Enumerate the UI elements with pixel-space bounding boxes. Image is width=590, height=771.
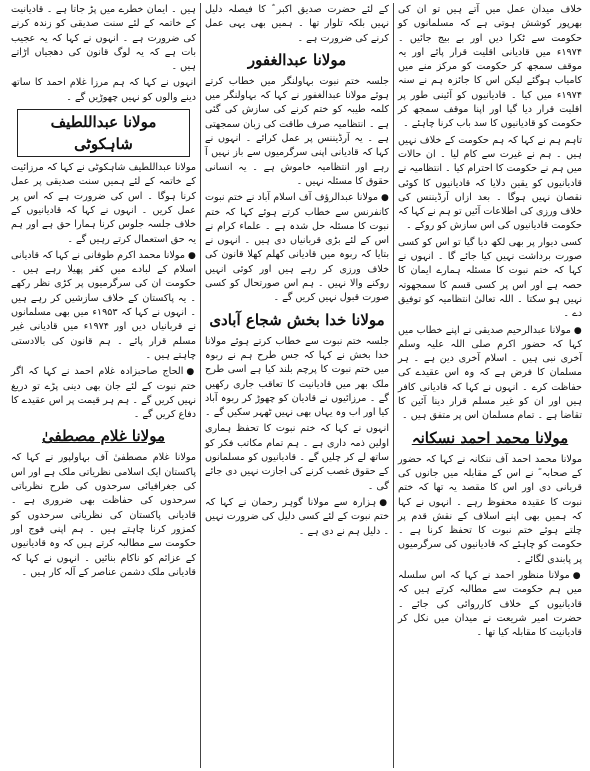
article-paragraph: مولانا غلام مصطفیٰ آف بہاولپور نے کہا کہ پاکستان ایک اسلامی نظریاتی ملک ہے اور اس کی جغرافیائی سرحدوں کی طرح نظریاتی سرحدوں کی حفاظت بھی ضروری ہے ۔ قادیانی پاکستان کی نظریاتی سرحدوں کو کمزور کرنا چاہتے ہیں ۔ ہم اپنی فوج اور حکومت سے مطالبہ کرتے ہیں کہ وہ قادیانیوں کے عزائم کو ناکام بنائیں ۔ انہوں نے کہا کہ قادیانی ملک دشمن عناصر کے آلہ کار ہیں ۔ [11, 452, 196, 578]
article-paragraph: ● مولانا عبدالرحیم صدیقی نے اپنے خطاب میں کہا کہ حضور اکرم صلی اللہ علیہ وسلم آخری نبی ہیں ۔ اسلام آخری دین ہے ۔ ہر مسلمان کا فرض ہے کہ وہ اس عقیدے کی حفاظت کرے ۔ انہوں نے کہا کہ قادیانی کافر ہیں اور ان کو غیر مسلم قرار دینا آئین کا تقاضا ہے ۔ تمام مسلمان اس پر متفق ہیں ۔ [398, 324, 582, 424]
article-paragraph: تاہم ہم نے کہا کہ ہم حکومت کے خلاف نہیں ہیں ۔ ہم نے غیرت سے کام لیا ۔ ان حالات میں ہم نے حکومت کا احترام کیا ۔ انتظامیہ نے قادیانیوں کو یقین دلایا کہ قادیانیوں کا کوئی نقصان نہیں ہوگا ۔ بعد ازاں آرڈیننس کی خلاف ورزی کی اطلاعات آئیں تو ہم نے کہا کہ حکومت قادیانیوں کی اس سازش کو روکے ۔ [398, 134, 582, 232]
article-paragraph: مولانا محمد احمد آف ننکانہ نے کہا کہ حضور کے صحابہ ؓ نے اس کے مقابلہ میں جانوں کی قربانی دی اور اس کا مقصد یہ تھا کہ ختم نبوت کا عقیدہ محفوظ رہے ۔ انہوں نے کہا کہ ہمیں بھی اپنے اسلاف کے نقش قدم پر چلتے ہوئے ختم نبوت کا تحفظ کرنا ہے ۔ حکومت کو چاہئے کہ قادیانیوں کی سرگرمیوں پر پابندی لگائے ۔ [398, 453, 582, 565]
article-paragraph: مولانا عبداللطیف شاہکوٹی نے کہا کہ مرزائیت کے خاتمہ کے لئے ہمیں سنت صدیقی پر عمل کرنا ہوگا ۔ اس کی ضرورت ہے کہ اس پر عمل کریں ۔ انہوں نے کہا کہ قادیانیوں کے خلاف جلسہ جلوس کرنا ہمارا حق ہے اور ہم یہ حق استعمال کرتے رہیں گے ۔ [11, 162, 196, 245]
article-paragraph: ہیں ۔ ایمان خطرے میں پڑ جاتا ہے ۔ قادیانیت کے خاتمہ کے لئے سنت صدیقی کو زندہ کرنے کی ضرورت ہے ۔ انہوں نے کہا کہ یہ عجیب بات ہے کہ یہ لوگ قانون کی دھجیاں اڑاتے ہیں ۔ [11, 4, 196, 73]
column-right [393, 3, 586, 768]
article-paragraph: انہوں نے کہا کہ ہم مرزا غلام احمد کا ساتھ دینے والوں کو نہیں چھوڑیں گے ۔ [11, 77, 196, 103]
column-middle [200, 3, 393, 768]
article-paragraph: جلسہ ختم نبوت سے خطاب کرتے ہوئے مولانا خدا بخش نے کہا کہ جس طرح ہم نے ربوہ میں ختم نبوت کا پرچم بلند کیا ہے اسی طرح ملک بھر میں قادیانیت کا تعاقب جاری رکھیں گے ۔ مرزائیوں نے قادیان کو چھوڑ کر ربوہ آباد کیا اور اب وہ یہاں بھی نہیں ٹھہر سکیں گے ۔ [205, 335, 389, 419]
article-paragraph: کسی دیوار پر بھی لکھ دیا گیا تو اس کو کسی صورت برداشت نہیں کیا جائے گا ۔ انہوں نے کہا کہ ختم نبوت کا مسئلہ ہمارے ایمان کا حصہ ہے اور اس پر کسی قسم کا سمجھوتہ نہیں ہو سکتا ۔ اللہ تعالیٰ انتظامیہ کو توفیق دے ۔ [398, 236, 582, 320]
article-heading: مولانا محمد احمد نسکانہ [411, 428, 569, 447]
article-paragraph: خلاف میدان عمل میں آتے ہیں تو ان کی بھرپور کوشش ہوتی ہے کہ مسلمانوں کو حکومت سے ٹکرا دیں اور بے بیج جائیں ۔ ۱۹۷۴ء میں قادیانی اقلیت قرار پائے اور یہ موقف سمجھ کر حکومت کو مرکز منے میں کامیاب ہوگئے لیکن اس کا جائزہ ہم نے سنہ ۱۹۷۴ء میں کیا ۔ قادیانیوں کو آئینی طور پر اقلیت قرار دیا گیا اور اپنا موقف سمجھ کر حکومت کو قادیانیوں کا سد باب کرنا چاہئے ۔ [398, 4, 582, 130]
article-paragraph: ● الحاج صاحبزادہ غلام احمد نے کہا کہ اگر ختم نبوت کے لئے جان بھی دینی پڑے تو دریغ نہیں کریں گے ۔ ہم ہر قیمت پر اس عقیدے کا دفاع کریں گے ۔ [11, 365, 196, 422]
article-paragraph: جلسہ ختم نبوت بہاولنگر میں خطاب کرتے ہوئے مولانا عبدالغفور نے کہا کہ بہاولنگر میں کلمہ طیبہ کو ختم کرنے کی سازش کی گئی ہے ۔ انتظامیہ صرف طاقت کی زبان سمجھتی ہے ۔ یہ آرڈیننس پر عمل کرائے ۔ انہوں نے کہا کہ قادیانی اپنی سرگرمیوں سے باز نہیں آ رہے اور انتظامیہ خاموش ہے ۔ یہ انسانی حقوق کا مسئلہ نہیں ۔ [205, 75, 389, 187]
article-heading: مولانا عبدالغفور [247, 50, 347, 69]
column-left [7, 3, 200, 768]
article-paragraph: ● ہزارہ سے مولانا گوہر رحمان نے کہا کہ ختم نبوت کے لئے کسی دلیل کی ضرورت نہیں ۔ دلیل ہم نے دی ہے ۔ [205, 496, 389, 539]
article-paragraph: ● مولانا عبدالرؤف آف اسلام آباد نے ختم نبوت کانفرنس سے خطاب کرتے ہوئے کہا کہ ختم نبوت کا مسئلہ حل شدہ ہے ۔ علماء کرام نے اس کے لئے بڑی قربانیاں دی ہیں ۔ انہوں نے بتایا کہ ربوہ میں قادیانی کھلم کھلا قانون کی خلاف ورزی کر رہے ہیں اور کوئی انہیں روکنے والا نہیں ۔ ہم اس صورتحال کو کسی صورت قبول نہیں کریں گے ۔ [205, 191, 389, 305]
article-heading: مولانا غلام مصطفیٰ [41, 427, 166, 446]
article-paragraph: انہوں نے کہا کہ ختم نبوت کا تحفظ ہماری اولین ذمہ داری ہے ۔ ہم تمام مکاتب فکر کو ساتھ لے کر چلیں گے ۔ قادیانیوں کو مسلمانوں کے حقوق غصب کرنے کی اجازت نہیں دی جائے گی ۔ [205, 423, 389, 492]
article-heading: مولانا عبداللطیف شاہکوٹی [17, 109, 190, 157]
article-paragraph: ● مولانا منظور احمد نے کہا کہ اس سلسلہ میں ہم حکومت سے مطالبہ کرتے ہیں کہ قادیانیوں کے خلاف کارروائی کی جائے ۔ حضرت امیر شریعت نے میدان میں نکل کر قادیانیت کا مقابلہ کیا تھا ۔ [398, 569, 582, 640]
article-paragraph: کے لئے حضرت صدیق اکبر ؓ کا فیصلہ دلیل نہیں بلکہ تلوار تھا ۔ ہمیں بھی یہی عمل کرنے کی ضرورت ہے ۔ [205, 4, 389, 44]
article-paragraph: ● مولانا محمد اکرم طوفانی نے کہا کہ قادیانی اسلام کے لبادے میں کفر پھیلا رہے ہیں ۔ حکومت ان کی سرگرمیوں پر کڑی نظر رکھے ۔ یہ پاکستان کے خلاف سازشیں کر رہے ہیں ۔ انہوں نے کہا کہ ۱۹۵۳ء میں بھی مسلمانوں نے قربانیاں دیں اور ۱۹۷۴ء میں قادیانی غیر مسلم قرار پائے ۔ ہم قانون کی بالادستی چاہتے ہیں ۔ [11, 249, 196, 363]
article-heading: مولانا خدا بخش شجاع آبادی [209, 310, 385, 329]
